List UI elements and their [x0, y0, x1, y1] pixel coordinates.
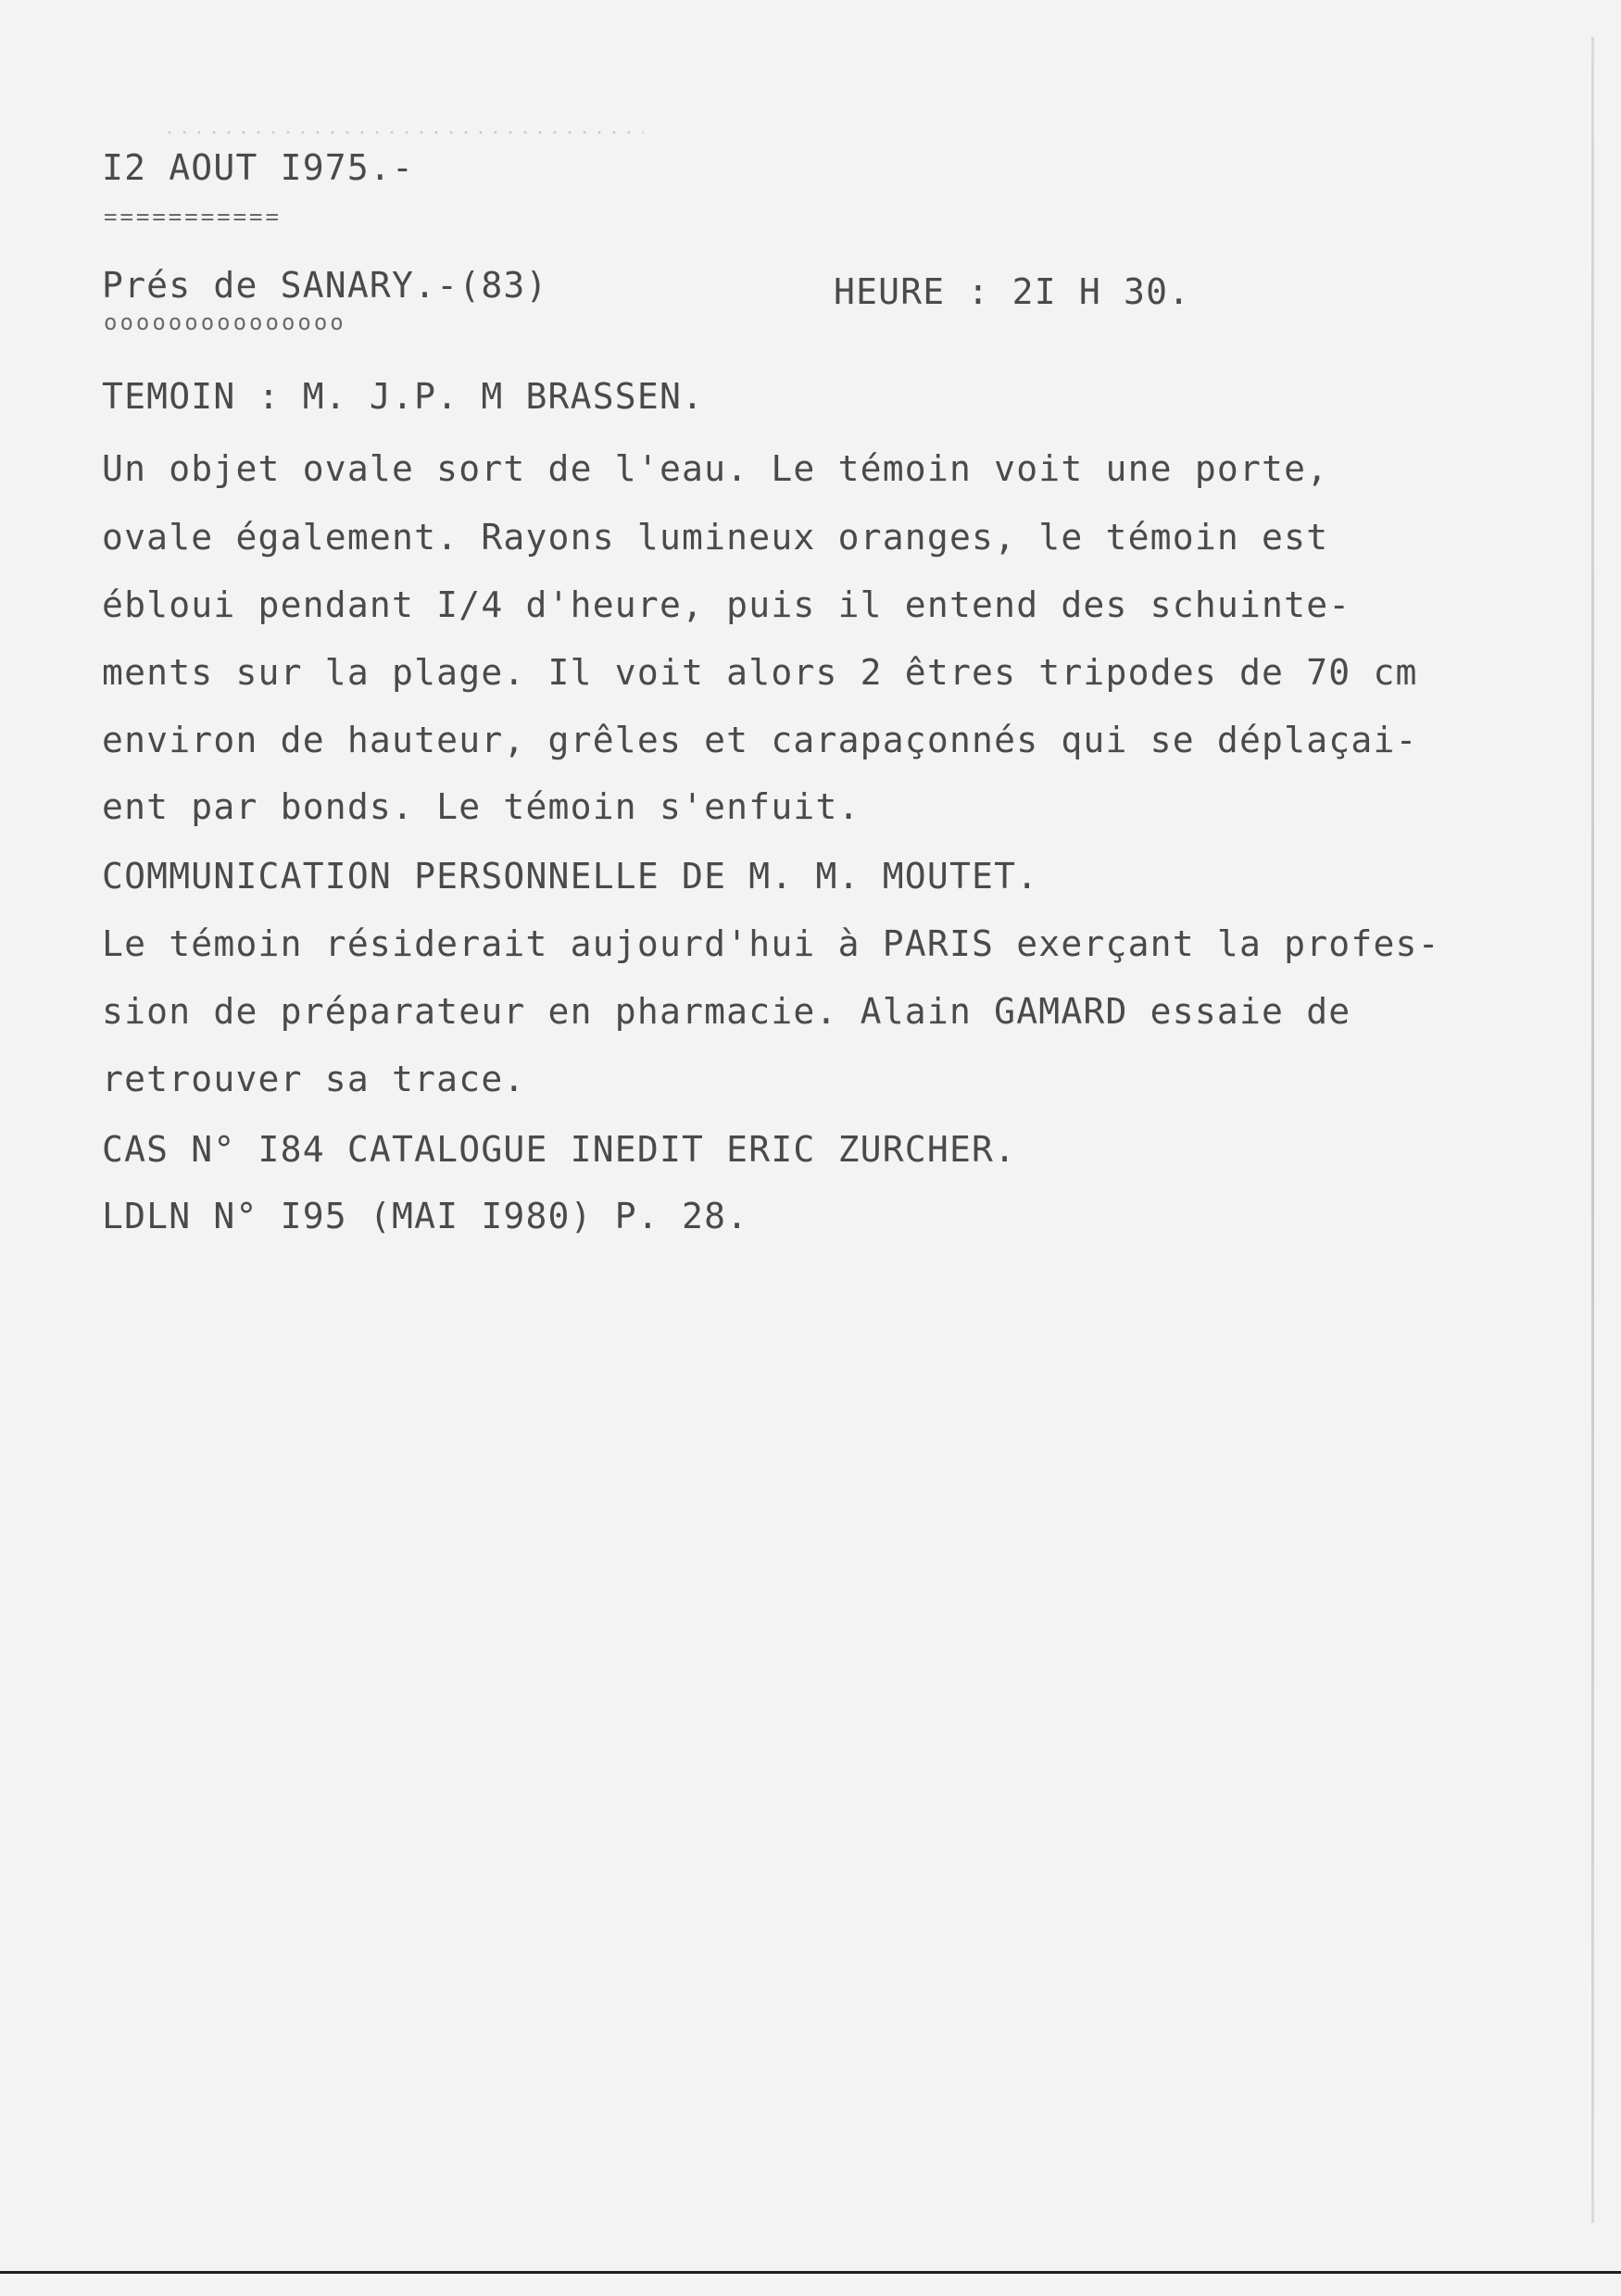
case-reference: CAS N° I84 CATALOGUE INEDIT ERIC ZURCHER. [102, 1129, 1017, 1170]
text-line: ovale également. Rayons lumineux oranges, le témoin est [102, 517, 1329, 558]
page-edge-bottom [0, 2271, 1621, 2274]
text-line: ments sur la plage. Il voit alors 2 êtres tripodes de 70 cm [102, 652, 1418, 693]
text-line: sion de préparateur en pharmacie. Alain GAMARD essaie de [102, 991, 1351, 1032]
date-underline: =========== [104, 204, 282, 230]
perforation-dots [162, 130, 644, 135]
page-edge-right [1591, 37, 1594, 2223]
text-line: environ de hauteur, grêles et carapaçonnés qui se déplaçai- [102, 720, 1418, 760]
location-line: Prés de SANARY.-(83) [102, 265, 548, 306]
text-line: ébloui pendant I/4 d'heure, puis il entend des schuinte- [102, 584, 1351, 625]
document-date: I2 AOUT I975.- [102, 147, 415, 188]
source-reference: LDLN N° I95 (MAI I980) P. 28. [102, 1196, 749, 1236]
location-underline: ooooooooooooooo [104, 309, 346, 335]
text-line: ent par bonds. Le témoin s'enfuit. [102, 786, 861, 827]
text-line: Un objet ovale sort de l'eau. Le témoin voit une porte, [102, 448, 1329, 489]
text-line: retrouver sa trace. [102, 1059, 526, 1099]
witness-line: TEMOIN : M. J.P. M BRASSEN. [102, 376, 705, 417]
communication-line: COMMUNICATION PERSONNELLE DE M. M. MOUTET. [102, 856, 1039, 897]
text-line: Le témoin résiderait aujourd'hui à PARIS exerçant la profes- [102, 923, 1440, 964]
time-line: HEURE : 2I H 30. [834, 271, 1191, 312]
